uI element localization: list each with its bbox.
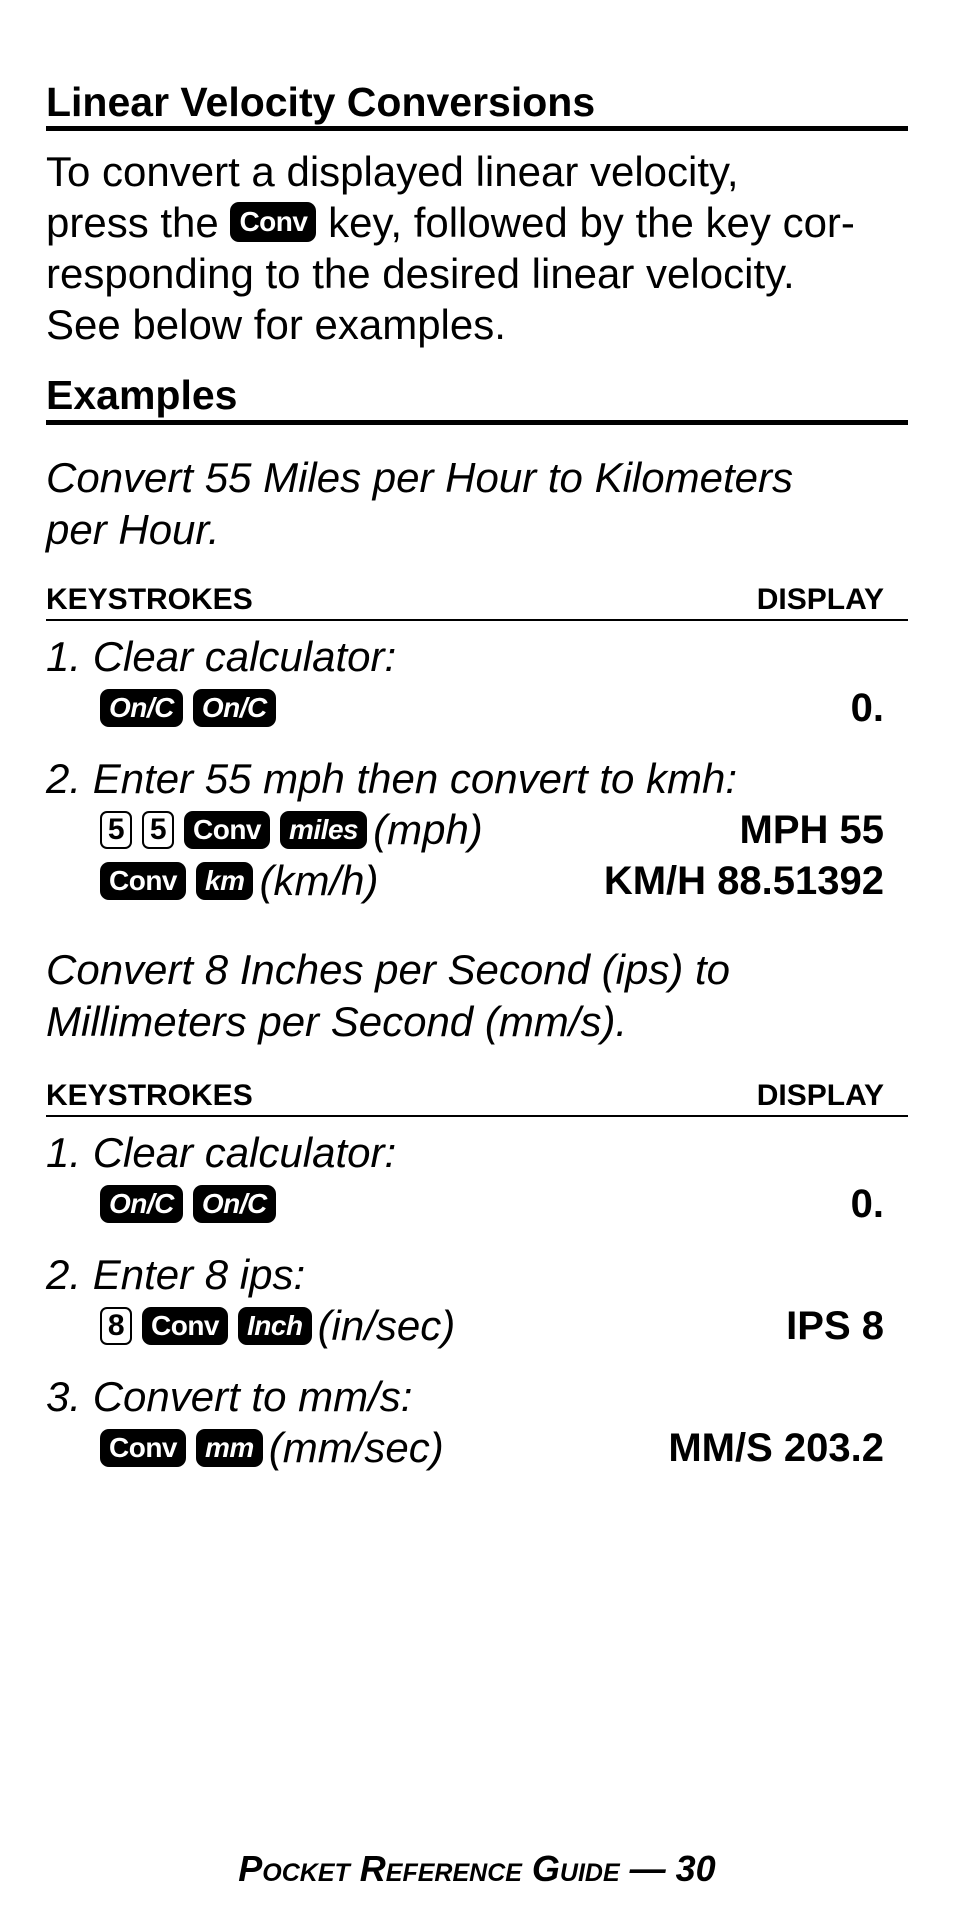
footer-text: Pocket Reference Guide — 30	[238, 1848, 716, 1889]
examples-heading: Examples	[46, 372, 238, 418]
example2-step1-keystrokes	[100, 1179, 884, 1229]
example1-step2-display-1: MPH 55	[739, 807, 884, 852]
example2-step3-keystrokes	[100, 1423, 884, 1473]
digit-8-key: 8	[100, 1307, 132, 1345]
on-c-key: On/C	[193, 689, 276, 727]
example1-header-rule	[46, 619, 908, 621]
intro-line-1: To convert a displayed linear velocity,	[46, 148, 739, 195]
example2-step2-keystrokes	[100, 1301, 884, 1351]
example1-step2-keystrokes-1	[100, 805, 884, 855]
example2-step2-display: IPS 8	[786, 1303, 884, 1348]
mm-key: mm	[196, 1429, 263, 1467]
intro-line-2-before: press the	[46, 199, 219, 246]
example1-step2-unit-2: (km/h)	[259, 857, 379, 904]
conv-key: Conv	[230, 202, 316, 242]
example2-step1-text: 1. Clear calculator:	[46, 1129, 397, 1176]
example2-step3-keys	[100, 1429, 263, 1467]
section-title-rule	[46, 126, 908, 131]
example1-step1-keystrokes	[100, 683, 884, 733]
example1-step1-keys	[100, 689, 276, 727]
example2-header-rule	[46, 1115, 908, 1117]
example1-desc-line-1: Convert 55 Miles per Hour to Kilometers	[46, 454, 793, 501]
example1-step1-text: 1. Clear calculator:	[46, 633, 397, 680]
examples-heading-rule	[46, 420, 908, 425]
display-label: DISPLAY	[756, 583, 884, 616]
example1-step2-keys-2	[100, 862, 253, 900]
example1-step2-text: 2. Enter 55 mph then convert to kmh:	[46, 755, 738, 802]
intro-line-2	[46, 197, 908, 248]
km-key: km	[196, 862, 253, 900]
example1-step2-keystrokes-2	[100, 856, 884, 906]
example1-step2-display-2: KM/H 88.51392	[603, 858, 884, 903]
example1-step2-keys-1	[100, 811, 367, 849]
keystrokes-label: KEYSTROKES	[46, 583, 253, 616]
example2-step2-keys	[100, 1307, 312, 1345]
page-footer	[46, 1847, 908, 1891]
keystrokes-label: KEYSTROKES	[46, 1079, 253, 1112]
intro-line-4: See below for examples.	[46, 301, 506, 348]
example2-desc-line-1: Convert 8 Inches per Second (ips) to	[46, 946, 731, 993]
digit-5-key: 5	[100, 811, 132, 849]
intro-line-2-after: key, followed by the key cor-	[328, 199, 855, 246]
conv-key: Conv	[184, 811, 270, 849]
example2-step2-text: 2. Enter 8 ips:	[46, 1251, 306, 1298]
example1-step2-unit-1: (mph)	[373, 806, 483, 853]
example1-step1-display: 0.	[850, 685, 884, 730]
intro-line-3: responding to the desired linear velocity.	[46, 250, 795, 297]
conv-key: Conv	[100, 1429, 186, 1467]
digit-5-key: 5	[142, 811, 174, 849]
on-c-key: On/C	[193, 1185, 276, 1223]
conv-key: Conv	[142, 1307, 228, 1345]
on-c-key: On/C	[100, 1185, 183, 1223]
example2-column-header	[46, 1078, 884, 1114]
example2-step3-unit: (mm/sec)	[268, 1424, 444, 1471]
example2-step2-unit: (in/sec)	[317, 1302, 456, 1349]
display-label: DISPLAY	[756, 1079, 884, 1112]
example1-desc-line-2: per Hour.	[46, 506, 220, 553]
example2-step3-text: 3. Convert to mm/s:	[46, 1373, 413, 1420]
example2-step1-display: 0.	[850, 1181, 884, 1226]
example2-description	[46, 944, 908, 1048]
inch-key: Inch	[238, 1307, 312, 1345]
section-title: Linear Velocity Conversions	[46, 79, 596, 125]
example2-desc-line-2: Millimeters per Second (mm/s).	[46, 998, 628, 1045]
miles-key: miles	[280, 811, 367, 849]
example1-description	[46, 452, 908, 556]
example2-step1-keys	[100, 1185, 276, 1223]
example2-step3-display: MM/S 203.2	[668, 1425, 884, 1470]
conv-key: Conv	[100, 862, 186, 900]
on-c-key: On/C	[100, 689, 183, 727]
intro-paragraph	[46, 146, 908, 350]
example1-column-header	[46, 582, 884, 618]
